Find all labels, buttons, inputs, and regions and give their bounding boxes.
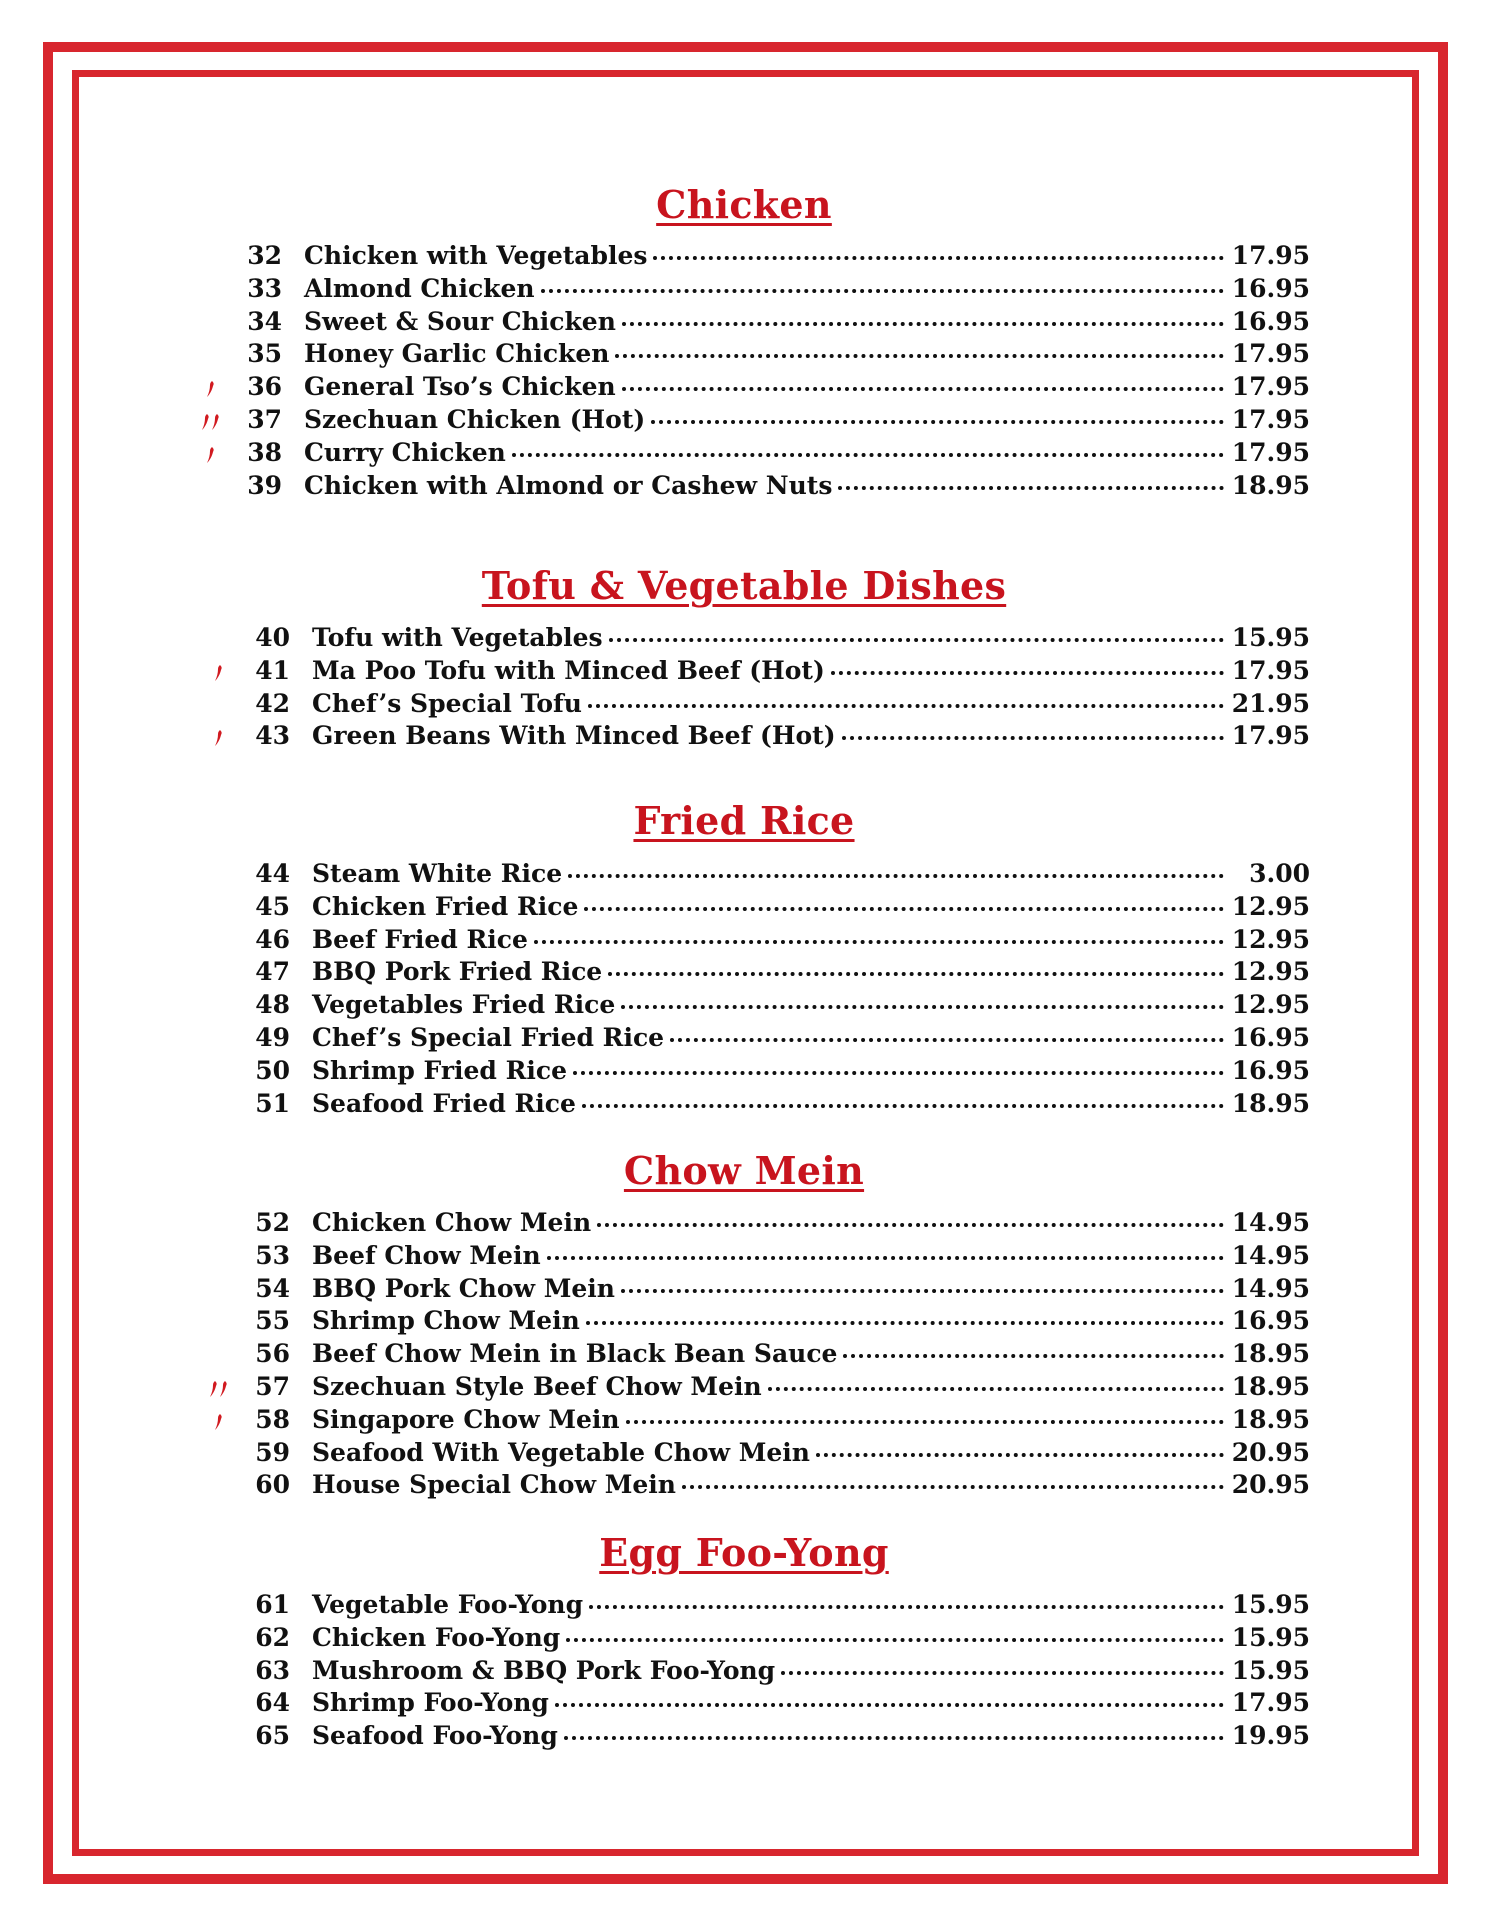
item-number: 44 bbox=[255, 859, 290, 888]
item-number: 47 bbox=[255, 957, 290, 987]
dot-leader bbox=[626, 1400, 1224, 1424]
item-name: Almond Chicken bbox=[304, 273, 535, 303]
chili-pepper-icon bbox=[198, 1409, 240, 1433]
item-price: 12.95 bbox=[1231, 924, 1310, 954]
item-number: 61 bbox=[255, 1590, 290, 1619]
item-number: 63 bbox=[255, 1655, 290, 1685]
section-title-chicken: Chicken bbox=[656, 182, 832, 227]
dot-leader bbox=[816, 1433, 1224, 1457]
item-price: 14.95 bbox=[1231, 1273, 1310, 1303]
menu-item bbox=[198, 1088, 1310, 1121]
item-number: 64 bbox=[255, 1688, 290, 1718]
dot-leader bbox=[621, 1269, 1224, 1293]
dot-leader bbox=[622, 302, 1224, 326]
menu-item bbox=[190, 470, 1310, 503]
item-price: 14.95 bbox=[1231, 1240, 1310, 1270]
dot-leader bbox=[781, 1651, 1224, 1675]
dot-leader bbox=[621, 985, 1224, 1009]
item-number: 60 bbox=[255, 1470, 290, 1500]
item-name: BBQ Pork Fried Rice bbox=[312, 957, 603, 987]
item-name: Steam White Rice bbox=[312, 859, 563, 888]
item-name: Chicken Fried Rice bbox=[312, 891, 579, 921]
dot-leader bbox=[586, 1301, 1224, 1325]
item-name: General Tso’s Chicken bbox=[304, 372, 616, 402]
item-name: BBQ Pork Chow Mein bbox=[312, 1273, 615, 1303]
item-price: 17.95 bbox=[1231, 372, 1310, 402]
item-name: Chicken with Vegetables bbox=[304, 241, 648, 270]
item-price: 16.95 bbox=[1231, 273, 1310, 303]
dot-leader bbox=[555, 1683, 1224, 1707]
menu-item bbox=[198, 1469, 1310, 1502]
item-name: Singapore Chow Mein bbox=[312, 1404, 620, 1434]
chili-pepper-icon bbox=[198, 1376, 240, 1400]
item-price: 16.95 bbox=[1231, 1023, 1310, 1052]
item-name: Szechuan Chicken (Hot) bbox=[304, 405, 646, 434]
item-price: 20.95 bbox=[1231, 1437, 1310, 1467]
item-name: Beef Fried Rice bbox=[312, 924, 528, 954]
item-price: 18.95 bbox=[1231, 1404, 1310, 1434]
item-number: 50 bbox=[255, 1055, 290, 1085]
menu-item bbox=[198, 720, 1310, 753]
item-number: 56 bbox=[255, 1339, 290, 1369]
item-number: 39 bbox=[247, 470, 282, 500]
item-price: 21.95 bbox=[1231, 688, 1310, 718]
dot-leader bbox=[682, 1465, 1224, 1489]
item-number: 42 bbox=[255, 688, 290, 718]
chili-pepper-icon bbox=[190, 442, 232, 466]
item-price: 12.95 bbox=[1231, 891, 1310, 921]
item-price: 15.95 bbox=[1231, 1590, 1310, 1619]
item-name: Seafood With Vegetable Chow Mein bbox=[312, 1437, 810, 1467]
item-number: 32 bbox=[247, 241, 282, 270]
chili-pepper-icon bbox=[190, 376, 232, 400]
item-price: 12.95 bbox=[1231, 990, 1310, 1020]
item-price: 14.95 bbox=[1231, 1208, 1310, 1237]
item-name: Tofu with Vegetables bbox=[312, 623, 603, 652]
item-name: Beef Chow Mein in Black Bean Sauce bbox=[312, 1339, 838, 1369]
item-price: 16.95 bbox=[1231, 1055, 1310, 1085]
item-number: 59 bbox=[255, 1437, 290, 1467]
item-name: Shrimp Chow Mein bbox=[312, 1306, 580, 1336]
item-price: 18.95 bbox=[1231, 470, 1310, 500]
chili-pepper-icon bbox=[190, 409, 232, 433]
dot-leader bbox=[609, 618, 1224, 642]
item-number: 62 bbox=[255, 1622, 290, 1652]
section-title-fried-rice: Fried Rice bbox=[633, 798, 855, 843]
item-price: 17.95 bbox=[1231, 721, 1310, 751]
menu-item bbox=[198, 1720, 1310, 1753]
item-name: Seafood Fried Rice bbox=[312, 1088, 576, 1118]
item-name: Green Beans With Minced Beef (Hot) bbox=[312, 721, 836, 751]
item-price: 16.95 bbox=[1231, 1306, 1310, 1336]
dot-leader bbox=[843, 1334, 1224, 1358]
dot-leader bbox=[584, 887, 1224, 911]
item-number: 55 bbox=[255, 1306, 290, 1336]
dot-leader bbox=[512, 433, 1224, 457]
dot-leader bbox=[597, 1203, 1224, 1227]
item-number: 58 bbox=[255, 1404, 290, 1434]
dot-leader bbox=[589, 1585, 1224, 1609]
item-name: Chicken with Almond or Cashew Nuts bbox=[304, 470, 833, 500]
item-price: 17.95 bbox=[1231, 437, 1310, 467]
dot-leader bbox=[568, 854, 1224, 878]
item-name: Vegetables Fried Rice bbox=[312, 990, 616, 1020]
item-name: Szechuan Style Beef Chow Mein bbox=[312, 1372, 762, 1401]
item-price: 19.95 bbox=[1231, 1721, 1310, 1751]
dot-leader bbox=[582, 1084, 1224, 1108]
dot-leader bbox=[831, 651, 1224, 675]
item-number: 43 bbox=[255, 721, 290, 751]
item-price: 15.95 bbox=[1231, 1655, 1310, 1685]
item-name: Shrimp Foo-Yong bbox=[312, 1688, 549, 1718]
item-number: 40 bbox=[255, 623, 290, 652]
item-number: 49 bbox=[255, 1023, 290, 1052]
item-price: 18.95 bbox=[1231, 1088, 1310, 1118]
item-number: 45 bbox=[255, 891, 290, 921]
item-price: 17.95 bbox=[1231, 241, 1310, 270]
item-number: 65 bbox=[255, 1721, 290, 1751]
item-price: 17.95 bbox=[1231, 405, 1310, 434]
item-price: 15.95 bbox=[1231, 623, 1310, 652]
item-name: Beef Chow Mein bbox=[312, 1240, 541, 1270]
item-number: 52 bbox=[255, 1208, 290, 1237]
dot-leader bbox=[541, 269, 1224, 293]
item-number: 46 bbox=[255, 924, 290, 954]
item-name: Seafood Foo-Yong bbox=[312, 1721, 558, 1751]
item-name: Ma Poo Tofu with Minced Beef (Hot) bbox=[312, 655, 825, 685]
item-price: 17.95 bbox=[1231, 655, 1310, 685]
dot-leader bbox=[670, 1018, 1224, 1042]
item-name: Honey Garlic Chicken bbox=[304, 339, 610, 369]
item-price: 16.95 bbox=[1231, 306, 1310, 336]
item-number: 48 bbox=[255, 990, 290, 1020]
dot-leader bbox=[651, 400, 1224, 424]
item-number: 51 bbox=[255, 1088, 290, 1118]
item-number: 35 bbox=[247, 339, 282, 369]
item-price: 18.95 bbox=[1231, 1339, 1310, 1369]
item-name: Chef’s Special Fried Rice bbox=[312, 1023, 665, 1052]
dot-leader bbox=[838, 466, 1224, 490]
item-number: 38 bbox=[247, 437, 282, 467]
item-number: 36 bbox=[247, 372, 282, 402]
item-price: 15.95 bbox=[1231, 1622, 1310, 1652]
item-name: Chicken Chow Mein bbox=[312, 1208, 592, 1237]
item-number: 34 bbox=[247, 306, 282, 336]
item-name: Shrimp Fried Rice bbox=[312, 1055, 568, 1085]
item-price: 12.95 bbox=[1231, 957, 1310, 987]
dot-leader bbox=[615, 334, 1224, 358]
dot-leader bbox=[573, 1051, 1224, 1075]
item-name: House Special Chow Mein bbox=[312, 1470, 676, 1500]
dot-leader bbox=[534, 920, 1224, 944]
item-number: 33 bbox=[247, 273, 282, 303]
item-price: 20.95 bbox=[1231, 1470, 1310, 1500]
item-name: Mushroom & BBQ Pork Foo-Yong bbox=[312, 1655, 776, 1685]
item-price: 3.00 bbox=[1249, 859, 1310, 888]
dot-leader bbox=[622, 367, 1224, 391]
dot-leader bbox=[588, 684, 1224, 708]
item-name: Sweet & Sour Chicken bbox=[304, 306, 616, 336]
item-name: Chicken Foo-Yong bbox=[312, 1622, 561, 1652]
section-title-chow-mein: Chow Mein bbox=[623, 1148, 865, 1193]
dot-leader bbox=[547, 1236, 1224, 1260]
section-title-tofu-vegetable: Tofu & Vegetable Dishes bbox=[481, 563, 1007, 608]
dot-leader bbox=[768, 1367, 1224, 1391]
item-name: Vegetable Foo-Yong bbox=[312, 1590, 584, 1619]
section-title-egg-foo-yong: Egg Foo-Yong bbox=[599, 1530, 889, 1575]
item-name: Chef’s Special Tofu bbox=[312, 688, 582, 718]
chili-pepper-icon bbox=[198, 660, 240, 684]
item-number: 53 bbox=[255, 1240, 290, 1270]
item-number: 54 bbox=[255, 1273, 290, 1303]
dot-leader bbox=[842, 716, 1224, 740]
item-number: 57 bbox=[255, 1372, 290, 1401]
item-price: 18.95 bbox=[1231, 1372, 1310, 1401]
dot-leader bbox=[564, 1716, 1224, 1740]
dot-leader bbox=[566, 1618, 1224, 1642]
dot-leader bbox=[608, 952, 1224, 976]
dot-leader bbox=[653, 236, 1224, 260]
item-name: Curry Chicken bbox=[304, 437, 506, 467]
item-number: 41 bbox=[255, 655, 290, 685]
item-price: 17.95 bbox=[1231, 339, 1310, 369]
item-price: 17.95 bbox=[1231, 1688, 1310, 1718]
item-number: 37 bbox=[247, 405, 282, 434]
chili-pepper-icon bbox=[198, 725, 240, 749]
